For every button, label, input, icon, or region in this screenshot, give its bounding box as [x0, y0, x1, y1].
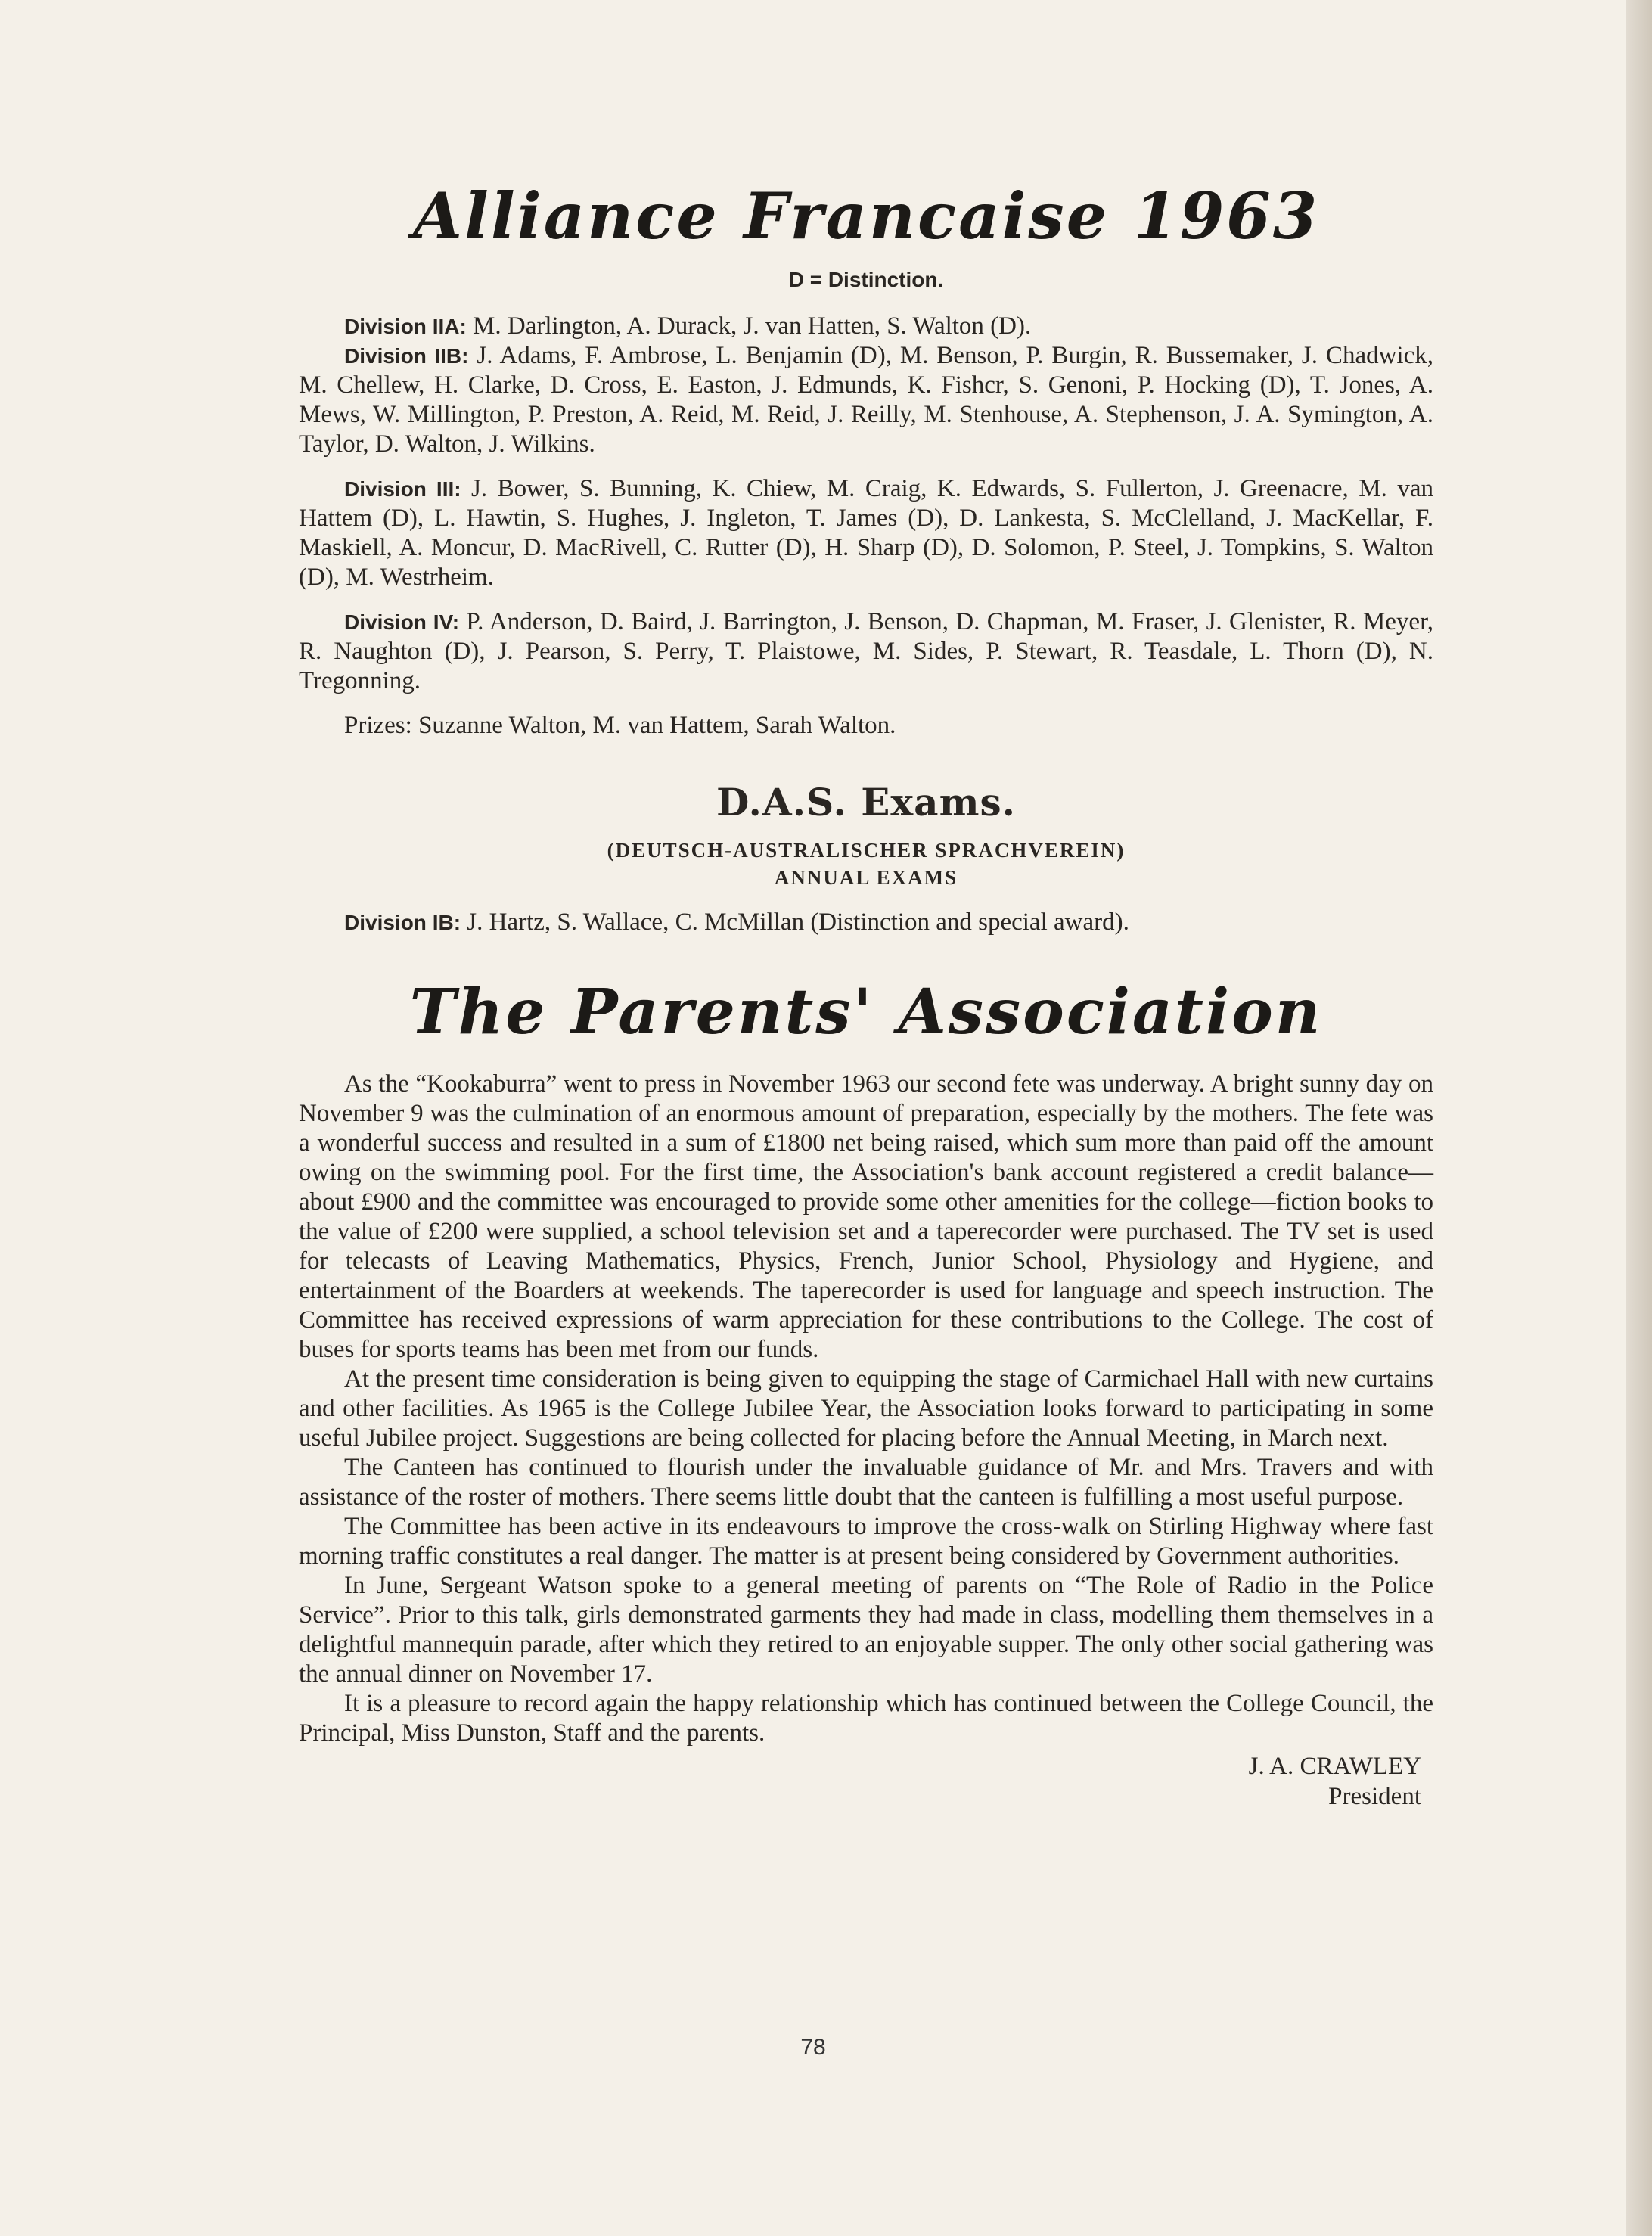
page-content — [299, 179, 1433, 1812]
body-paragraph: As the “Kookaburra” went to press in November 1963 our second fete was underway. A bright sunny day on November 9 was the culmination of an enormous amount of preparation, especially by the mothers. The fete was a wonderful success and resulted in a sum of £1800 net being raised, which sum more than paid off the amount owing on the swimming pool. For the first time, the Association's bank account registered a credit balance—about £900 and the committee was encouraged to provide some other amenities for the college—fiction books to the value of £200 were supplied, a school television set and a taperecorder were purchased. The TV set is used for telecasts of Leaving Mathematics, Physics, French, Junior School, Physiology and Hygiene, and entertainment of the Boarders at weekends. The taperecorder is used for language and speech instruction. The Committee has received expressions of warm appreciation for these contributions to the College. The cost of buses for sports teams has been met from our funds. — [299, 1070, 1433, 1363]
division-iib — [299, 341, 1433, 459]
division-label: Division IB: — [344, 911, 461, 935]
division-ib — [299, 908, 1433, 937]
division-label: Division IIA: — [344, 315, 467, 339]
division-names: J. Hartz, S. Wallace, C. McMillan (Distinction and special award). — [461, 908, 1129, 936]
das-title: D.A.S. Exams. — [716, 780, 1017, 825]
division-iia — [299, 312, 1433, 341]
division-names: P. Anderson, D. Baird, J. Barrington, J. Benson, D. Chapman, M. Fraser, J. Glenister, R. Meyer, R. Naughton (D), J. Pearson, S. Perry, T. Plaistowe, M. Sides, P. Stewart, R. Teasdale, L. Thorn (D), N. Tregonning. — [299, 608, 1433, 695]
body-paragraph: It is a pleasure to record again the happy relationship which has continued between the College Council, the Principal, Miss Dunston, Staff and the parents. — [299, 1689, 1433, 1747]
signature-role: President — [1328, 1782, 1421, 1810]
page-number: 78 — [800, 2035, 826, 2060]
alliance-title: Alliance Francaise 1963 — [412, 179, 1320, 253]
division-iv — [299, 607, 1433, 696]
signature-block — [299, 1751, 1433, 1812]
das-subtitle-annual: ANNUAL EXAMS — [774, 866, 958, 890]
body-paragraph: The Canteen has continued to flourish under the invaluable guidance of Mr. and Mrs. Travers and with assistance of the roster of mothers. There seems little doubt that the canteen is fulfilling a most useful purpose. — [299, 1453, 1433, 1511]
distinction-legend: D = Distinction. — [788, 268, 944, 292]
division-names: J. Bower, S. Bunning, K. Chiew, M. Craig, K. Edwards, S. Fullerton, J. Greenacre, M. van Hattem (D), L. Hawtin, S. Hughes, J. Ingleton, T. James (D), D. Lankesta, S. McClelland, J. MacKellar, F. Maskiell, A. Moncur, D. MacRivell, C. Rutter (D), H. Sharp (D), D. Solomon, P. Steel, J. Tompkins, S. Walton (D), M. Westrheim. — [299, 475, 1433, 592]
page-edge — [1626, 0, 1652, 2236]
das-subtitle: (DEUTSCH-AUSTRALISCHER SPRACHVEREIN) — [607, 839, 1126, 862]
parents-association-body — [299, 1070, 1433, 1748]
division-label: Division IV: — [344, 610, 460, 635]
division-label: Division III: — [344, 477, 461, 502]
division-iii — [299, 474, 1433, 592]
body-paragraph: At the present time consideration is being given to equipping the stage of Carmichael Hall with new curtains and other facilities. As 1965 is the College Jubilee Year, the Association looks forward to participating in some useful Jubilee project. Suggestions are being collected for placing before the Annual Meeting, in March next. — [299, 1365, 1433, 1452]
body-paragraph: In June, Sergeant Watson spoke to a general meeting of parents on “The Role of Radio in the Police Service”. Prior to this talk, girls demonstrated garments they had made in class, modelling them themselves in a delightful mannequin parade, after which they retired to an enjoyable supper. The only other social gathering was the annual dinner on November 17. — [299, 1571, 1433, 1688]
prizes-line: Prizes: Suzanne Walton, M. van Hattem, Sarah Walton. — [344, 712, 896, 740]
division-names: J. Adams, F. Ambrose, L. Benjamin (D), M. Benson, P. Burgin, R. Bussemaker, J. Chadwick, M. Chellew, H. Clarke, D. Cross, E. Easton, J. Edmunds, K. Fishcr, S. Genoni, P. Hocking (D), T. Jones, A. Mews, W. Millington, P. Preston, A. Reid, M. Reid, J. Reilly, M. Stenhouse, A. Stephenson, J. A. Symington, A. Taylor, D. Walton, J. Wilkins. — [299, 342, 1433, 458]
division-label: Division IIB: — [344, 344, 469, 368]
division-names: M. Darlington, A. Durack, J. van Hatten, S. Walton (D). — [466, 312, 1032, 340]
parents-association-title: The Parents' Association — [409, 976, 1323, 1049]
signature-name: J. A. CRAWLEY — [1248, 1752, 1421, 1780]
body-paragraph: The Committee has been active in its endeavours to improve the cross-walk on Stirling Highway where fast morning traffic constitutes a real danger. The matter is at present being considered by Government authorities. — [299, 1512, 1433, 1570]
